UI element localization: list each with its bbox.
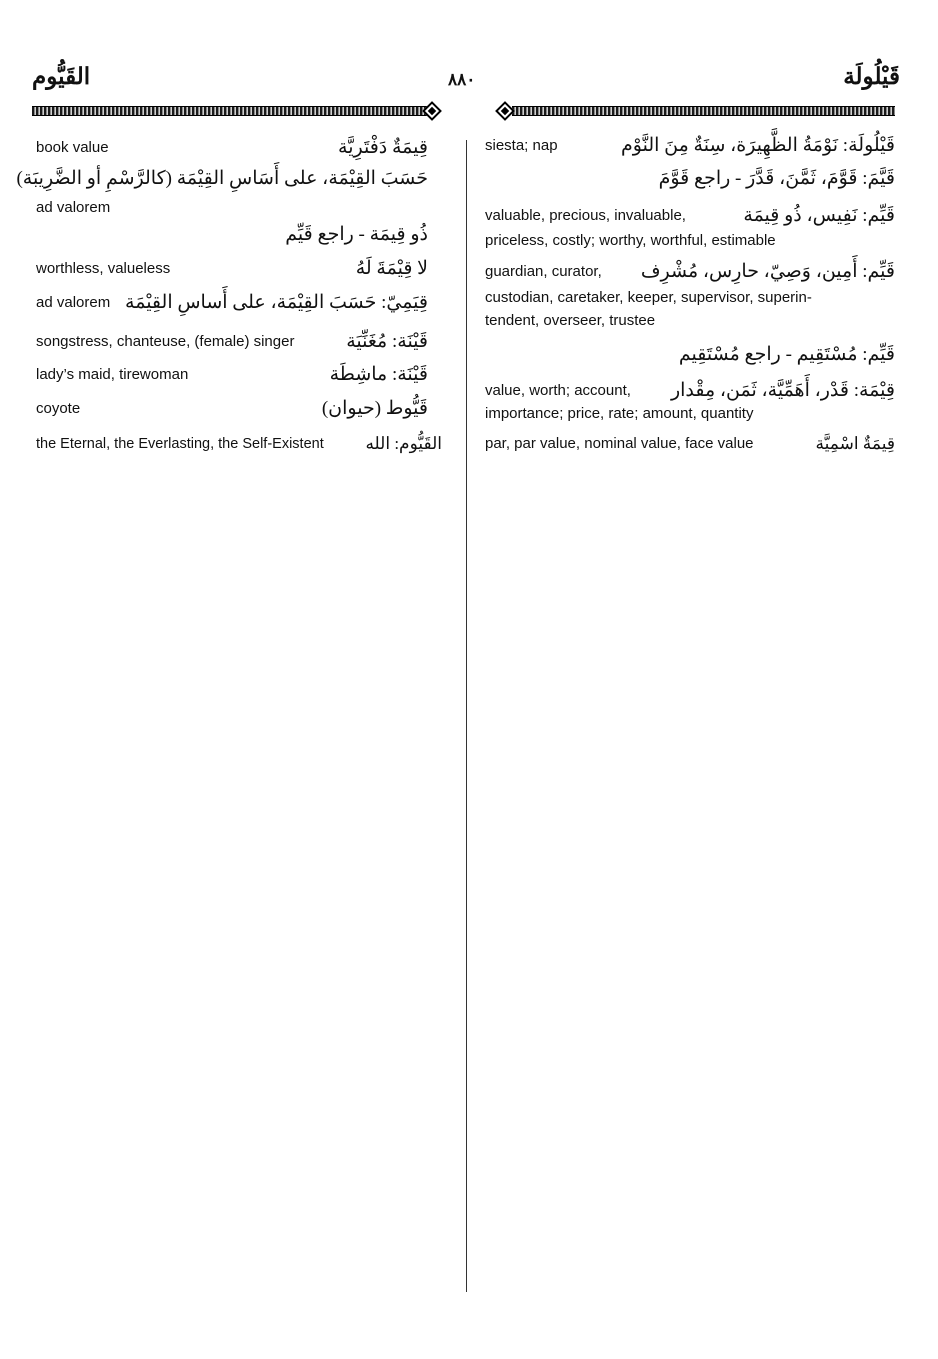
column-divider: [466, 140, 467, 1292]
entry-english: lady’s maid, tirewoman: [36, 366, 189, 383]
entry-arabic: حَسَبَ القِيْمَة، على أَسَاسِ القِيْمَة (كالرَّسْمِ أو الضَّرِيبَة): [16, 168, 428, 189]
entry-coyote: [36, 397, 428, 421]
diamond-ornament-right: [495, 101, 515, 121]
entry-arabic: قِيمَةٌ اسْمِيَّة: [815, 434, 895, 453]
entry-arabic: قَيُّوط (حيوان): [321, 398, 428, 419]
entry-english: coyote: [36, 400, 81, 417]
entry-english: custodian, caretaker, keeper, supervisor, superin-: [485, 289, 812, 306]
page-number: ٨٨٠: [448, 70, 476, 89]
entry-english: book value: [36, 139, 109, 156]
entry-arabic: قَيِّم: مُسْتَقِيم - راجع مُسْتَقِيم: [678, 344, 895, 365]
entry-songstress: [36, 330, 428, 354]
entry-ladys-maid: [36, 363, 428, 387]
page-header: [0, 60, 938, 100]
entry-english: ad valorem: [36, 294, 111, 311]
header-rule-right: [512, 106, 895, 116]
entry-siesta: [485, 134, 895, 158]
entry-english: tendent, overseer, trustee: [485, 312, 656, 329]
entry-english: songstress, chanteuse, (female) singer: [36, 333, 295, 350]
entry-arabic: قِيَمِيّ: حَسَبَ القِيْمَة، على أَساسِ القِيْمَة: [125, 292, 428, 313]
entry-arabic: قَيْنَة: مُغَنِّيَة: [346, 331, 428, 352]
entry-arabic: ذُو قِيمَة - راجع قَيِّم: [285, 224, 428, 245]
header-rule-left: [32, 106, 428, 116]
entry-arabic: قَيِّم: أَمِين، وَصِيّ، حارِس، مُشْرِف: [640, 261, 895, 282]
entry-value: [485, 379, 895, 403]
entry-arabic: قَيِّم: نَفِيس، ذُو قِيمَة: [743, 205, 895, 226]
guide-word-right: قَيْلُولَة: [843, 64, 900, 89]
entry-english: valuable, precious, invaluable,: [485, 207, 686, 224]
entry-english: priceless, costly; worthy, worthful, estimable: [485, 232, 776, 249]
entry-english: value, worth; account,: [485, 382, 631, 399]
entry-english: the Eternal, the Everlasting, the Self-Existent: [36, 436, 324, 452]
entry-english: siesta; nap: [485, 137, 558, 154]
entry-arabic: قِيْمَة: قَدْر، أَهَمِّيَّة، ثَمَن، مِقْدار: [670, 380, 895, 401]
entry-ad-valorem: [36, 291, 428, 315]
diamond-ornament-left: [422, 101, 442, 121]
entry-book-value: [36, 136, 428, 160]
entry-arabic: قَيْنَة: ماشِطَة: [329, 364, 428, 385]
guide-word-left: القَيُّوم: [32, 64, 91, 89]
entry-english: importance; price, rate; amount, quantity: [485, 405, 754, 422]
entry-valuable: [485, 204, 895, 228]
entry-par-value: [485, 432, 895, 456]
entry-english: par, par value, nominal value, face value: [485, 435, 754, 452]
entry-arabic: قَيَّمَ: قَوَّمَ، ثَمَّنَ، قَدَّرَ - راجع قَوَّمَ: [658, 168, 895, 189]
entry-arabic: لا قِيْمَةَ لَهُ: [355, 258, 428, 279]
entry-english: worthless, valueless: [36, 260, 171, 277]
entry-arabic: قَيْلُولَة: نَوْمَةُ الظَّهِيرَة، سِنَةٌ مِنَ النَّوْم: [621, 135, 895, 156]
entry-worthless: [36, 257, 428, 281]
entry-arabic: القَيُّوم: الله: [365, 434, 442, 453]
entry-english: ad valorem: [36, 199, 111, 216]
entry-english: guardian, curator,: [485, 263, 602, 280]
entry-eternal: [36, 432, 442, 456]
entry-arabic: قِيمَةٌ دَفْتَرِيَّة: [338, 137, 428, 158]
entry-guardian: [485, 260, 895, 284]
